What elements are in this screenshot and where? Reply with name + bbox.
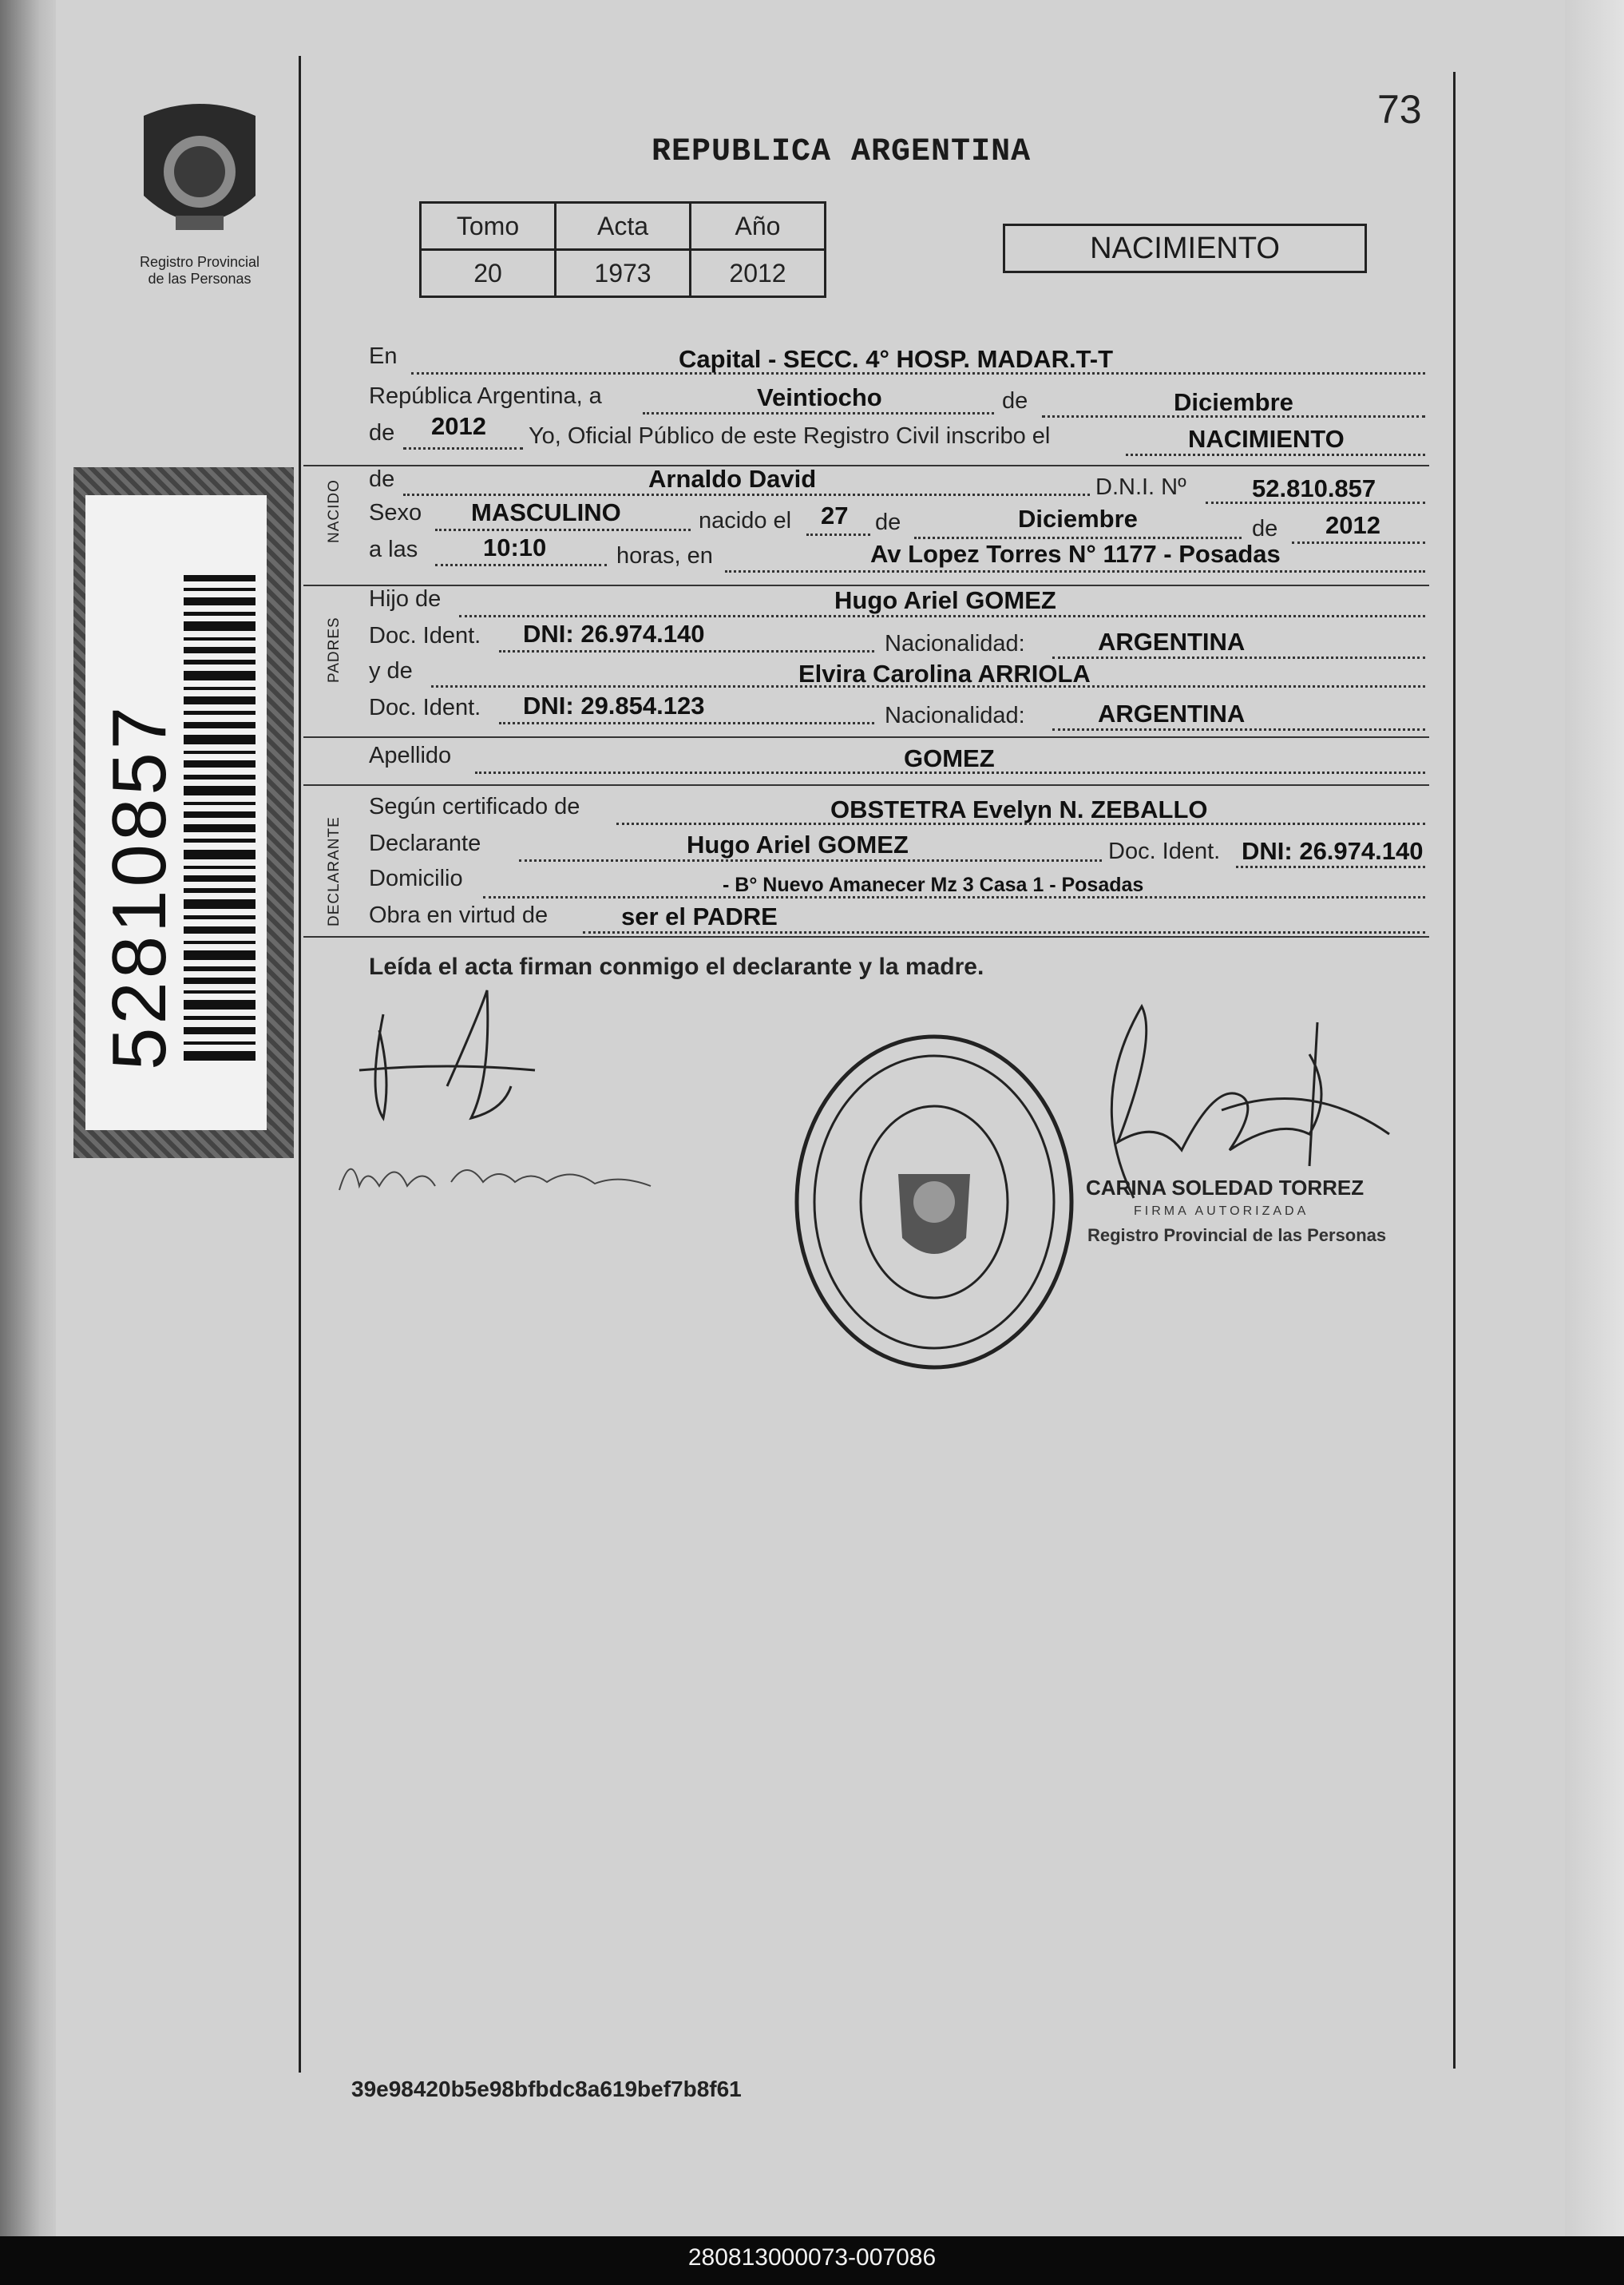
dotted-line bbox=[499, 722, 874, 724]
header-acta: Acta bbox=[556, 203, 691, 250]
dotted-line bbox=[403, 494, 1090, 496]
divider-nacido-top bbox=[303, 465, 1429, 466]
inscribe-value: NACIMIENTO bbox=[1188, 425, 1345, 453]
value-ano: 2012 bbox=[691, 250, 826, 297]
section-label-padres: PADRES bbox=[326, 617, 343, 683]
closing-statement: Leída el acta firman conmigo el declarante y la madre. bbox=[369, 954, 984, 980]
nacido-label: nacido el bbox=[699, 508, 792, 534]
father-doc-label: Doc. Ident. bbox=[369, 623, 481, 649]
dotted-line bbox=[1052, 728, 1425, 731]
certificate-value: OBSTETRA Evelyn N. ZEBALLO bbox=[830, 795, 1208, 823]
page-right-edge bbox=[1565, 0, 1624, 2236]
birth-de-label: de bbox=[875, 510, 901, 535]
official-stamp-icon bbox=[790, 1030, 1078, 1374]
year-de-label: de bbox=[369, 420, 395, 446]
child-dni: 52.810.857 bbox=[1252, 474, 1376, 502]
registry-caption-line2: de las Personas bbox=[148, 271, 252, 287]
barcode-number: 52810857 bbox=[97, 703, 182, 1070]
birth-month: Diciembre bbox=[1018, 505, 1138, 533]
apellido-label: Apellido bbox=[369, 743, 452, 768]
left-margin-line bbox=[299, 56, 301, 2073]
record-type-box: NACIMIENTO bbox=[1003, 224, 1367, 273]
reference-header-row bbox=[421, 203, 826, 250]
birth-year-de-label: de bbox=[1252, 516, 1278, 541]
mother-signature bbox=[331, 1142, 667, 1206]
dotted-line bbox=[914, 537, 1242, 539]
birth-year: 2012 bbox=[1325, 511, 1380, 539]
mother-name: Elvira Carolina ARRIOLA bbox=[798, 660, 1091, 688]
province-emblem-icon bbox=[128, 100, 271, 252]
republica-label: República Argentina, a bbox=[369, 383, 602, 409]
hijo-label: Hijo de bbox=[369, 586, 442, 612]
yde-label: y de bbox=[369, 658, 413, 684]
dotted-line bbox=[643, 412, 994, 415]
value-tomo: 20 bbox=[421, 250, 556, 297]
horas-label: horas, en bbox=[616, 543, 713, 569]
official-office: Registro Provincial de las Personas bbox=[1087, 1225, 1387, 1245]
declarante-doc: DNI: 26.974.140 bbox=[1242, 837, 1424, 865]
registry-caption bbox=[112, 254, 287, 288]
page-number: 73 bbox=[1377, 87, 1422, 132]
sexo-label: Sexo bbox=[369, 500, 422, 526]
dotted-line bbox=[403, 447, 523, 450]
official-title: FIRMA AUTORIZADA bbox=[1134, 1204, 1309, 1218]
header-tomo: Tomo bbox=[421, 203, 556, 250]
dotted-line bbox=[459, 615, 1425, 617]
mother-doc: DNI: 29.854.123 bbox=[523, 692, 705, 720]
document-hash: 39e98420b5e98bfbdc8a619bef7b8f61 bbox=[351, 2077, 742, 2101]
obra-value: ser el PADRE bbox=[621, 902, 778, 930]
mother-nat-label: Nacionalidad: bbox=[885, 703, 1025, 728]
page-heading: REPUBLICA ARGENTINA bbox=[652, 134, 1032, 170]
day-words: Veintiocho bbox=[757, 383, 882, 411]
en-label: En bbox=[369, 343, 398, 369]
scan-footer-id: 280813000073-007086 bbox=[687, 2244, 937, 2271]
father-doc: DNI: 26.974.140 bbox=[523, 620, 705, 648]
dotted-line bbox=[519, 859, 1102, 862]
name-label: de bbox=[369, 466, 395, 492]
year-value: 2012 bbox=[431, 412, 486, 440]
father-nat-label: Nacionalidad: bbox=[885, 631, 1025, 657]
child-name: Arnaldo David bbox=[648, 465, 817, 493]
right-margin-line bbox=[1453, 72, 1456, 2069]
en-value: Capital - SECC. 4° HOSP. MADAR.T-T bbox=[679, 345, 1114, 373]
value-acta: 1973 bbox=[556, 250, 691, 297]
domicilio-value: - B° Nuevo Amanecer Mz 3 Casa 1 - Posadas bbox=[723, 874, 1144, 896]
section-label-nacido: NACIDO bbox=[326, 479, 343, 543]
declarante-doc-label: Doc. Ident. bbox=[1108, 839, 1221, 864]
divider-apellido-top bbox=[303, 736, 1429, 738]
birth-place: Av Lopez Torres N° 1177 - Posadas bbox=[870, 540, 1281, 568]
dotted-line bbox=[1292, 541, 1425, 544]
father-nationality: ARGENTINA bbox=[1098, 628, 1246, 656]
dotted-line bbox=[725, 570, 1425, 573]
birth-time: 10:10 bbox=[483, 534, 547, 561]
declarante-label: Declarante bbox=[369, 831, 481, 856]
dotted-line bbox=[1126, 454, 1425, 456]
section-label-declarante: DECLARANTE bbox=[326, 816, 343, 926]
dotted-line bbox=[1236, 866, 1425, 868]
yo-text: Yo, Oficial Público de este Registro Civil inscribo el bbox=[529, 423, 1051, 449]
de-label: de bbox=[1002, 388, 1028, 414]
surname: GOMEZ bbox=[904, 744, 995, 772]
dni-label: D.N.I. Nº bbox=[1095, 474, 1186, 500]
dotted-line bbox=[583, 931, 1425, 934]
month-value: Diciembre bbox=[1174, 388, 1293, 416]
dotted-line bbox=[1052, 657, 1425, 659]
mother-nationality: ARGENTINA bbox=[1098, 700, 1246, 728]
domicilio-label: Domicilio bbox=[369, 866, 463, 891]
birth-day: 27 bbox=[821, 502, 849, 530]
dotted-line bbox=[435, 529, 691, 531]
header-ano: Año bbox=[691, 203, 826, 250]
reference-table bbox=[419, 201, 826, 298]
declarante-name: Hugo Ariel GOMEZ bbox=[687, 831, 909, 859]
sexo-value: MASCULINO bbox=[471, 498, 621, 526]
obra-label: Obra en virtud de bbox=[369, 902, 549, 928]
barcode-bars-icon bbox=[184, 575, 255, 1070]
mother-doc-label: Doc. Ident. bbox=[369, 695, 481, 720]
official-name: CARINA SOLEDAD TORREZ bbox=[1086, 1176, 1365, 1200]
reference-value-row bbox=[421, 250, 826, 297]
declarant-signature bbox=[351, 982, 559, 1142]
dotted-line bbox=[499, 650, 874, 653]
alas-label: a las bbox=[369, 537, 418, 562]
father-name: Hugo Ariel GOMEZ bbox=[834, 586, 1056, 614]
segun-label: Según certificado de bbox=[369, 794, 580, 819]
registry-caption-line1: Registro Provincial bbox=[139, 254, 260, 270]
dotted-line bbox=[806, 534, 870, 536]
dotted-line bbox=[435, 564, 607, 566]
divider-declarante-top bbox=[303, 784, 1429, 786]
